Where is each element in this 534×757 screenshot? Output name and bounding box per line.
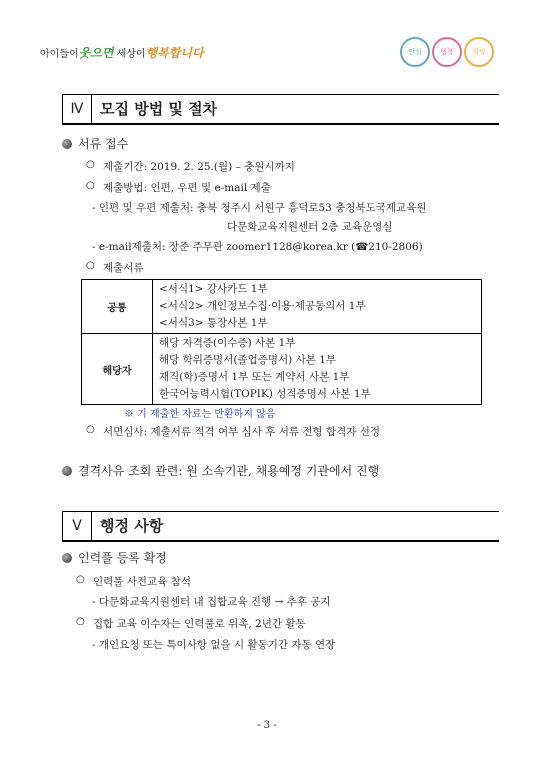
applicable-items-cell <box>153 334 482 405</box>
section-5-title: 행정 사항 <box>100 517 164 535</box>
badge-icon-3 <box>464 37 494 67</box>
logo-part2: 웃으면 <box>78 46 114 60</box>
non-return-note: ※ 기 제출한 자료는 반환하지 않음 <box>124 409 276 420</box>
pool-registration-title: 인력풀 등록 확정 <box>78 551 167 565</box>
header-logo <box>40 44 204 61</box>
bullet-dot-icon <box>62 139 72 149</box>
circle-bullet-icon: ○ <box>86 180 95 191</box>
submission-method: 제출방법: 인편, 우편 및 e-mail 제출 <box>103 182 271 194</box>
badge-label-2: 행복 <box>440 48 454 56</box>
logo-part3: 세상이 <box>116 49 146 60</box>
applicable-item-1: 해당 자격증(이수증) 사본 1부 <box>159 337 296 349</box>
bullet-dot-icon <box>62 553 72 563</box>
table-row <box>82 280 482 334</box>
auto-extension-detail: - 개인요청 또는 특이사항 없을 시 활동기간 자동 연장 <box>92 639 336 651</box>
mail-address-line-1: - 인편 및 우편 제출처: 충북 청주시 서원구 흥덕로53 충청북도국제교육원 <box>92 202 427 214</box>
logo-part1: 아이들이 <box>40 49 79 60</box>
common-item-2: <서식2> 개인정보수집·이용·제공동의서 1부 <box>159 300 366 312</box>
document-review: 서면심사: 제출서류 적격 여부 심사 후 서류 전형 합격자 선정 <box>103 426 381 438</box>
section-4-heading <box>62 94 499 125</box>
pre-training-attendance: 인력풀 사전교육 참석 <box>93 576 191 588</box>
required-documents-table <box>81 279 482 405</box>
section-4-number: Ⅳ <box>62 95 92 123</box>
badge-icon-2 <box>432 37 462 67</box>
circle-bullet-icon: ○ <box>76 574 85 585</box>
common-item-1: <서식1> 강사카드 1부 <box>159 283 268 295</box>
mail-address-line-2: 다문화교육지원센터 2층 교육운영실 <box>227 221 393 233</box>
pool-appointment: 집합 교육 이수자는 인력풀로 위촉, 2년간 활동 <box>93 618 306 630</box>
submission-deadline: 제출기간: 2019. 2. 25.(월) – 충원시까지 <box>103 161 295 173</box>
applicable-item-3: 재직(학)증명서 1부 또는 계약서 사본 1부 <box>159 371 350 383</box>
email-submission-line: - e-mail제출처: 장준 주무관 zoomer1128@korea.kr (☎210-2806) <box>92 241 423 253</box>
badge-icon-1 <box>400 37 430 67</box>
applicable-item-2: 해당 학위증명서(졸업증명서) 사본 1부 <box>159 354 337 366</box>
pre-training-detail: - 다문화교육지원센터 내 집합교육 진행 → 추후 공지 <box>92 596 331 608</box>
common-item-3: <서식3> 통장사본 1부 <box>159 317 268 329</box>
section-4-title: 모집 방법 및 절차 <box>100 100 218 118</box>
circle-bullet-icon: ○ <box>86 260 95 271</box>
item-document-submission-title: 서류 접수 <box>78 137 129 151</box>
section-5-heading <box>62 511 499 542</box>
circle-bullet-icon: ○ <box>86 159 95 170</box>
table-row <box>82 334 482 405</box>
circle-bullet-icon: ○ <box>76 616 85 627</box>
bullet-dot-icon <box>62 466 72 476</box>
badge-label-1: 안심 <box>408 48 422 56</box>
page-number: - 3 - <box>257 720 277 731</box>
applicable-label: 해당자 <box>82 334 153 405</box>
common-items-cell <box>153 280 482 334</box>
applicable-item-4: 한국어능력시험(TOPIK) 성적증명서 사본 1부 <box>159 388 371 400</box>
logo-part4: 행복합니다 <box>145 46 204 60</box>
circle-bullet-icon: ○ <box>86 424 95 435</box>
section-5-number: Ⅴ <box>62 512 92 540</box>
required-documents-label: 제출서류 <box>103 262 144 274</box>
common-label: 공통 <box>82 280 153 334</box>
badge-label-3: 희망 <box>472 48 486 56</box>
disqualification-check-item: 결격사유 조회 관련: 원 소속기관, 채용예정 기관에서 진행 <box>78 464 380 478</box>
